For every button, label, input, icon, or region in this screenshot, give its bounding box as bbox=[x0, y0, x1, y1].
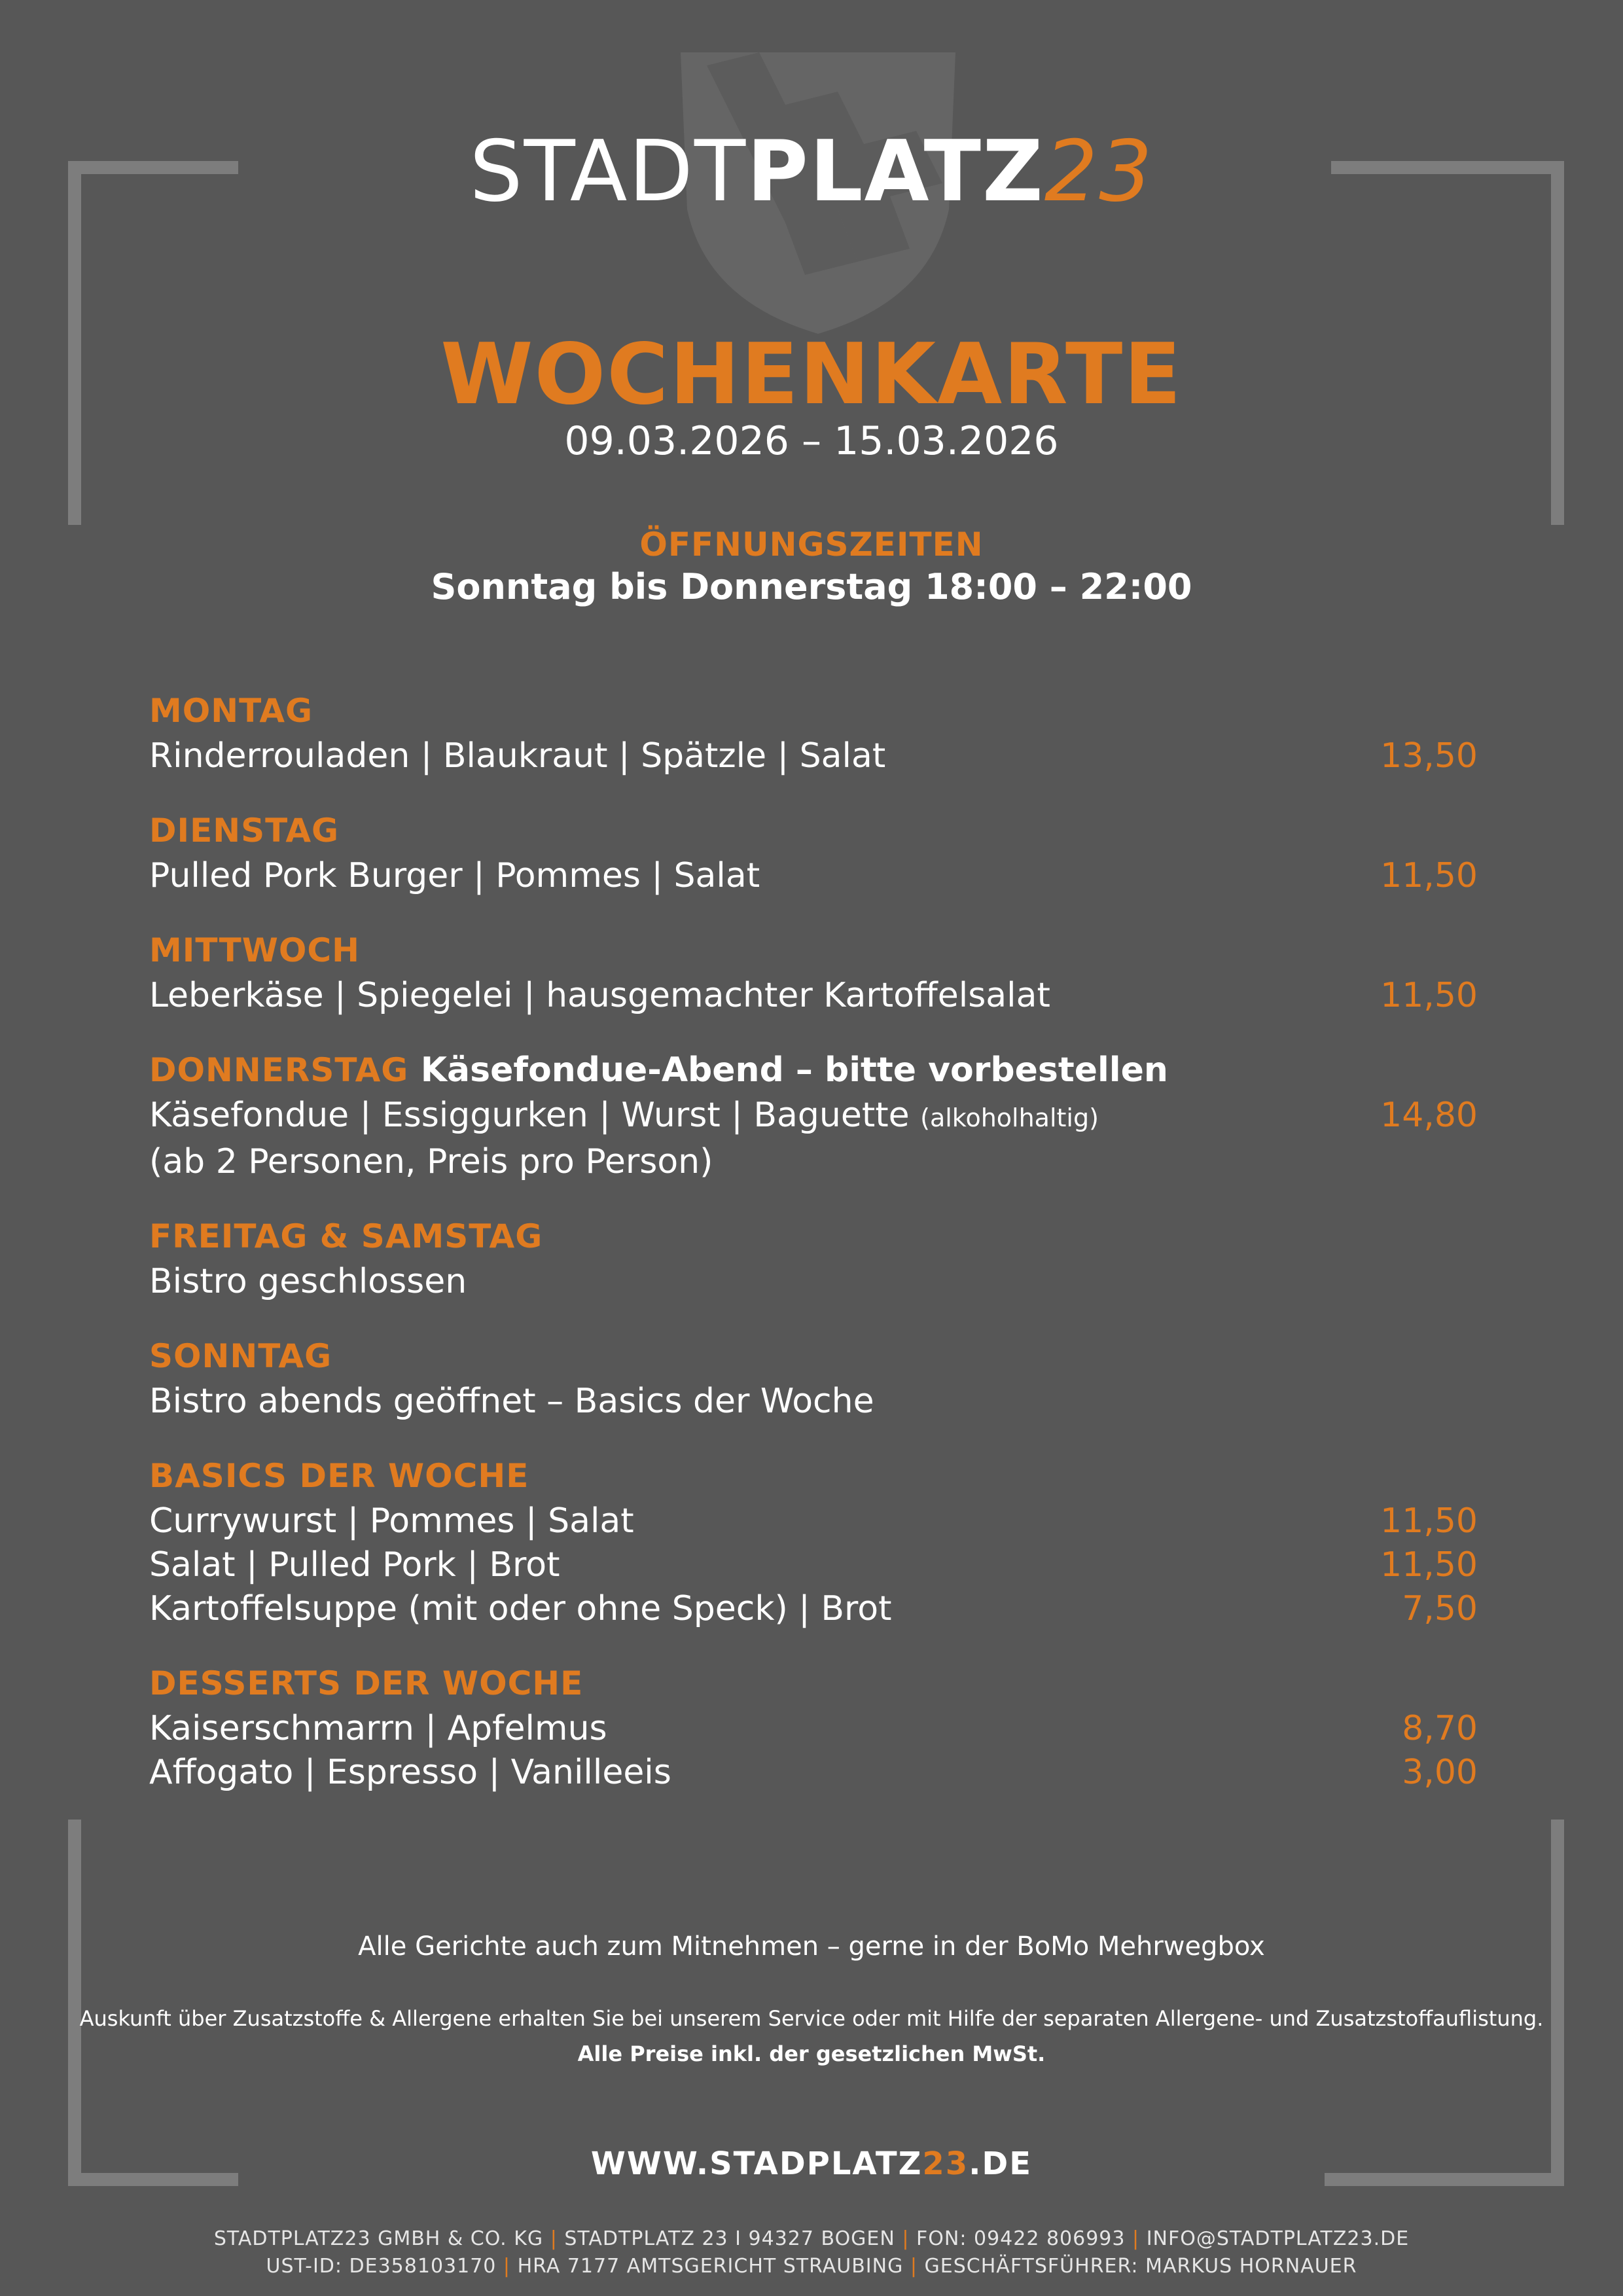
day-heading: MITTWOCH bbox=[149, 931, 360, 969]
day-heading: FREITAG & SAMSTAG bbox=[149, 1217, 543, 1255]
website-text-main: WWW.STADPLATZ bbox=[590, 2145, 923, 2182]
separator: | bbox=[550, 2227, 558, 2250]
company-info-line-2 bbox=[0, 2253, 1623, 2280]
dish-note: (alkoholhaltig) bbox=[920, 1103, 1099, 1132]
menu-item bbox=[149, 974, 1478, 1018]
takeaway-note: Alle Gerichte auch zum Mitnehmen – gerne in der BoMo Mehrwegbox bbox=[358, 1931, 1265, 1962]
dish-name: Kaiserschmarrn | Apfelmus bbox=[149, 1709, 607, 1748]
day-heading-text: DONNERSTAG bbox=[149, 1051, 409, 1089]
dish-price: 11,50 bbox=[1380, 1501, 1478, 1541]
menu-item bbox=[149, 1751, 1478, 1795]
day-special-note: Käsefondue-Abend – bitte vorbestellen bbox=[420, 1050, 1168, 1090]
dish-extra-info: (ab 2 Personen, Preis pro Person) bbox=[149, 1142, 713, 1181]
dish-name: Salat | Pulled Pork | Brot bbox=[149, 1545, 560, 1585]
separator: | bbox=[902, 2227, 910, 2250]
menu-section-donnerstag bbox=[149, 1047, 1478, 1184]
dish-price: 3,00 bbox=[1402, 1753, 1478, 1792]
company-address: STADTPLATZ 23 I 94327 BOGEN bbox=[564, 2227, 895, 2250]
menu-item bbox=[149, 734, 1478, 778]
section-heading: DESSERTS DER WOCHE bbox=[149, 1664, 584, 1702]
day-heading: SONNTAG bbox=[149, 1337, 332, 1375]
dish-name: Rinderrouladen | Blaukraut | Spätzle | Salat bbox=[149, 736, 886, 776]
menu-item bbox=[149, 1543, 1478, 1587]
opening-hours-text: Sonntag bis Donnerstag 18:00 – 22:00 bbox=[431, 566, 1192, 607]
corner-bracket-bottom-left bbox=[68, 1820, 238, 2186]
dish-price: 11,50 bbox=[1380, 856, 1478, 895]
company-info bbox=[0, 2225, 1623, 2280]
website-text-number: 23 bbox=[922, 2145, 969, 2182]
logo-text-platz: PLATZ bbox=[747, 123, 1044, 221]
company-director: GESCHÄFTSFÜHRER: MARKUS HORNAUER bbox=[924, 2255, 1357, 2278]
menu-item bbox=[149, 1587, 1478, 1631]
company-info-line-1 bbox=[0, 2225, 1623, 2253]
dish-price: 14,80 bbox=[1380, 1096, 1478, 1135]
menu-section-montag bbox=[149, 687, 1478, 778]
dish-price: 8,70 bbox=[1402, 1709, 1478, 1748]
menu-section-basics bbox=[149, 1452, 1478, 1631]
day-heading: DIENSTAG bbox=[149, 812, 340, 850]
dish-name: Affogato | Espresso | Vanilleeis bbox=[149, 1753, 671, 1792]
dish-price: 11,50 bbox=[1380, 1545, 1478, 1585]
company-phone: FON: 09422 806993 bbox=[916, 2227, 1126, 2250]
weekly-menu bbox=[149, 687, 1478, 1823]
menu-item bbox=[149, 854, 1478, 898]
day-info: Bistro abends geöffnet – Basics der Woche bbox=[149, 1382, 874, 1421]
menu-section-mittwoch bbox=[149, 927, 1478, 1018]
separator: | bbox=[503, 2255, 511, 2278]
menu-section-sonntag bbox=[149, 1333, 1478, 1424]
menu-section-dienstag bbox=[149, 807, 1478, 898]
separator: | bbox=[1132, 2227, 1140, 2250]
dish-name: Currywurst | Pommes | Salat bbox=[149, 1501, 634, 1541]
menu-item bbox=[149, 1094, 1478, 1140]
logo-text-number: 23 bbox=[1044, 123, 1154, 221]
dish-name: Leberkäse | Spiegelei | hausgemachter Kartoffelsalat bbox=[149, 976, 1050, 1015]
section-heading: BASICS DER WOCHE bbox=[149, 1457, 529, 1495]
dish-name: Pulled Pork Burger | Pommes | Salat bbox=[149, 856, 760, 895]
company-register: HRA 7177 AMTSGERICHT STRAUBING bbox=[517, 2255, 904, 2278]
dish-name-text: Käsefondue | Essiggurken | Wurst | Baguette bbox=[149, 1096, 910, 1135]
dish-name: Kartoffelsuppe (mit oder ohne Speck) | Brot bbox=[149, 1589, 892, 1628]
day-heading: MONTAG bbox=[149, 692, 313, 730]
logo-text-stadt: STADT bbox=[469, 123, 747, 221]
company-name: STADTPLATZ23 GMBH & CO. KG bbox=[213, 2227, 544, 2250]
dish-name bbox=[149, 1094, 1099, 1140]
corner-bracket-bottom-right bbox=[1325, 1820, 1564, 2186]
website-text-tld: .DE bbox=[969, 2145, 1033, 2182]
dish-price: 7,50 bbox=[1402, 1589, 1478, 1628]
day-heading bbox=[149, 1047, 1478, 1094]
brand-logo bbox=[0, 123, 1623, 221]
opening-hours-label: ÖFFNUNGSZEITEN bbox=[639, 526, 984, 564]
menu-section-desserts bbox=[149, 1660, 1478, 1795]
page-title: WOCHENKARTE bbox=[440, 326, 1183, 423]
company-email[interactable]: INFO@STADTPLATZ23.DE bbox=[1146, 2227, 1410, 2250]
date-range: 09.03.2026 – 15.03.2026 bbox=[564, 418, 1059, 464]
company-vat-id: UST-ID: DE358103170 bbox=[266, 2255, 497, 2278]
dish-price: 11,50 bbox=[1380, 976, 1478, 1015]
menu-section-freitag-samstag bbox=[149, 1213, 1478, 1304]
dish-price: 13,50 bbox=[1380, 736, 1478, 776]
menu-item bbox=[149, 1707, 1478, 1751]
separator: | bbox=[910, 2255, 918, 2278]
day-info: Bistro geschlossen bbox=[149, 1262, 467, 1301]
vat-note: Alle Preise inkl. der gesetzlichen MwSt. bbox=[577, 2041, 1046, 2066]
allergen-note: Auskunft über Zusatzstoffe & Allergene erhalten Sie bei unserem Service oder mit Hilfe der separaten Allergene- und Zusatzstoffauflistung. bbox=[79, 2006, 1544, 2031]
website-link[interactable] bbox=[0, 2143, 1623, 2185]
menu-item bbox=[149, 1499, 1478, 1543]
